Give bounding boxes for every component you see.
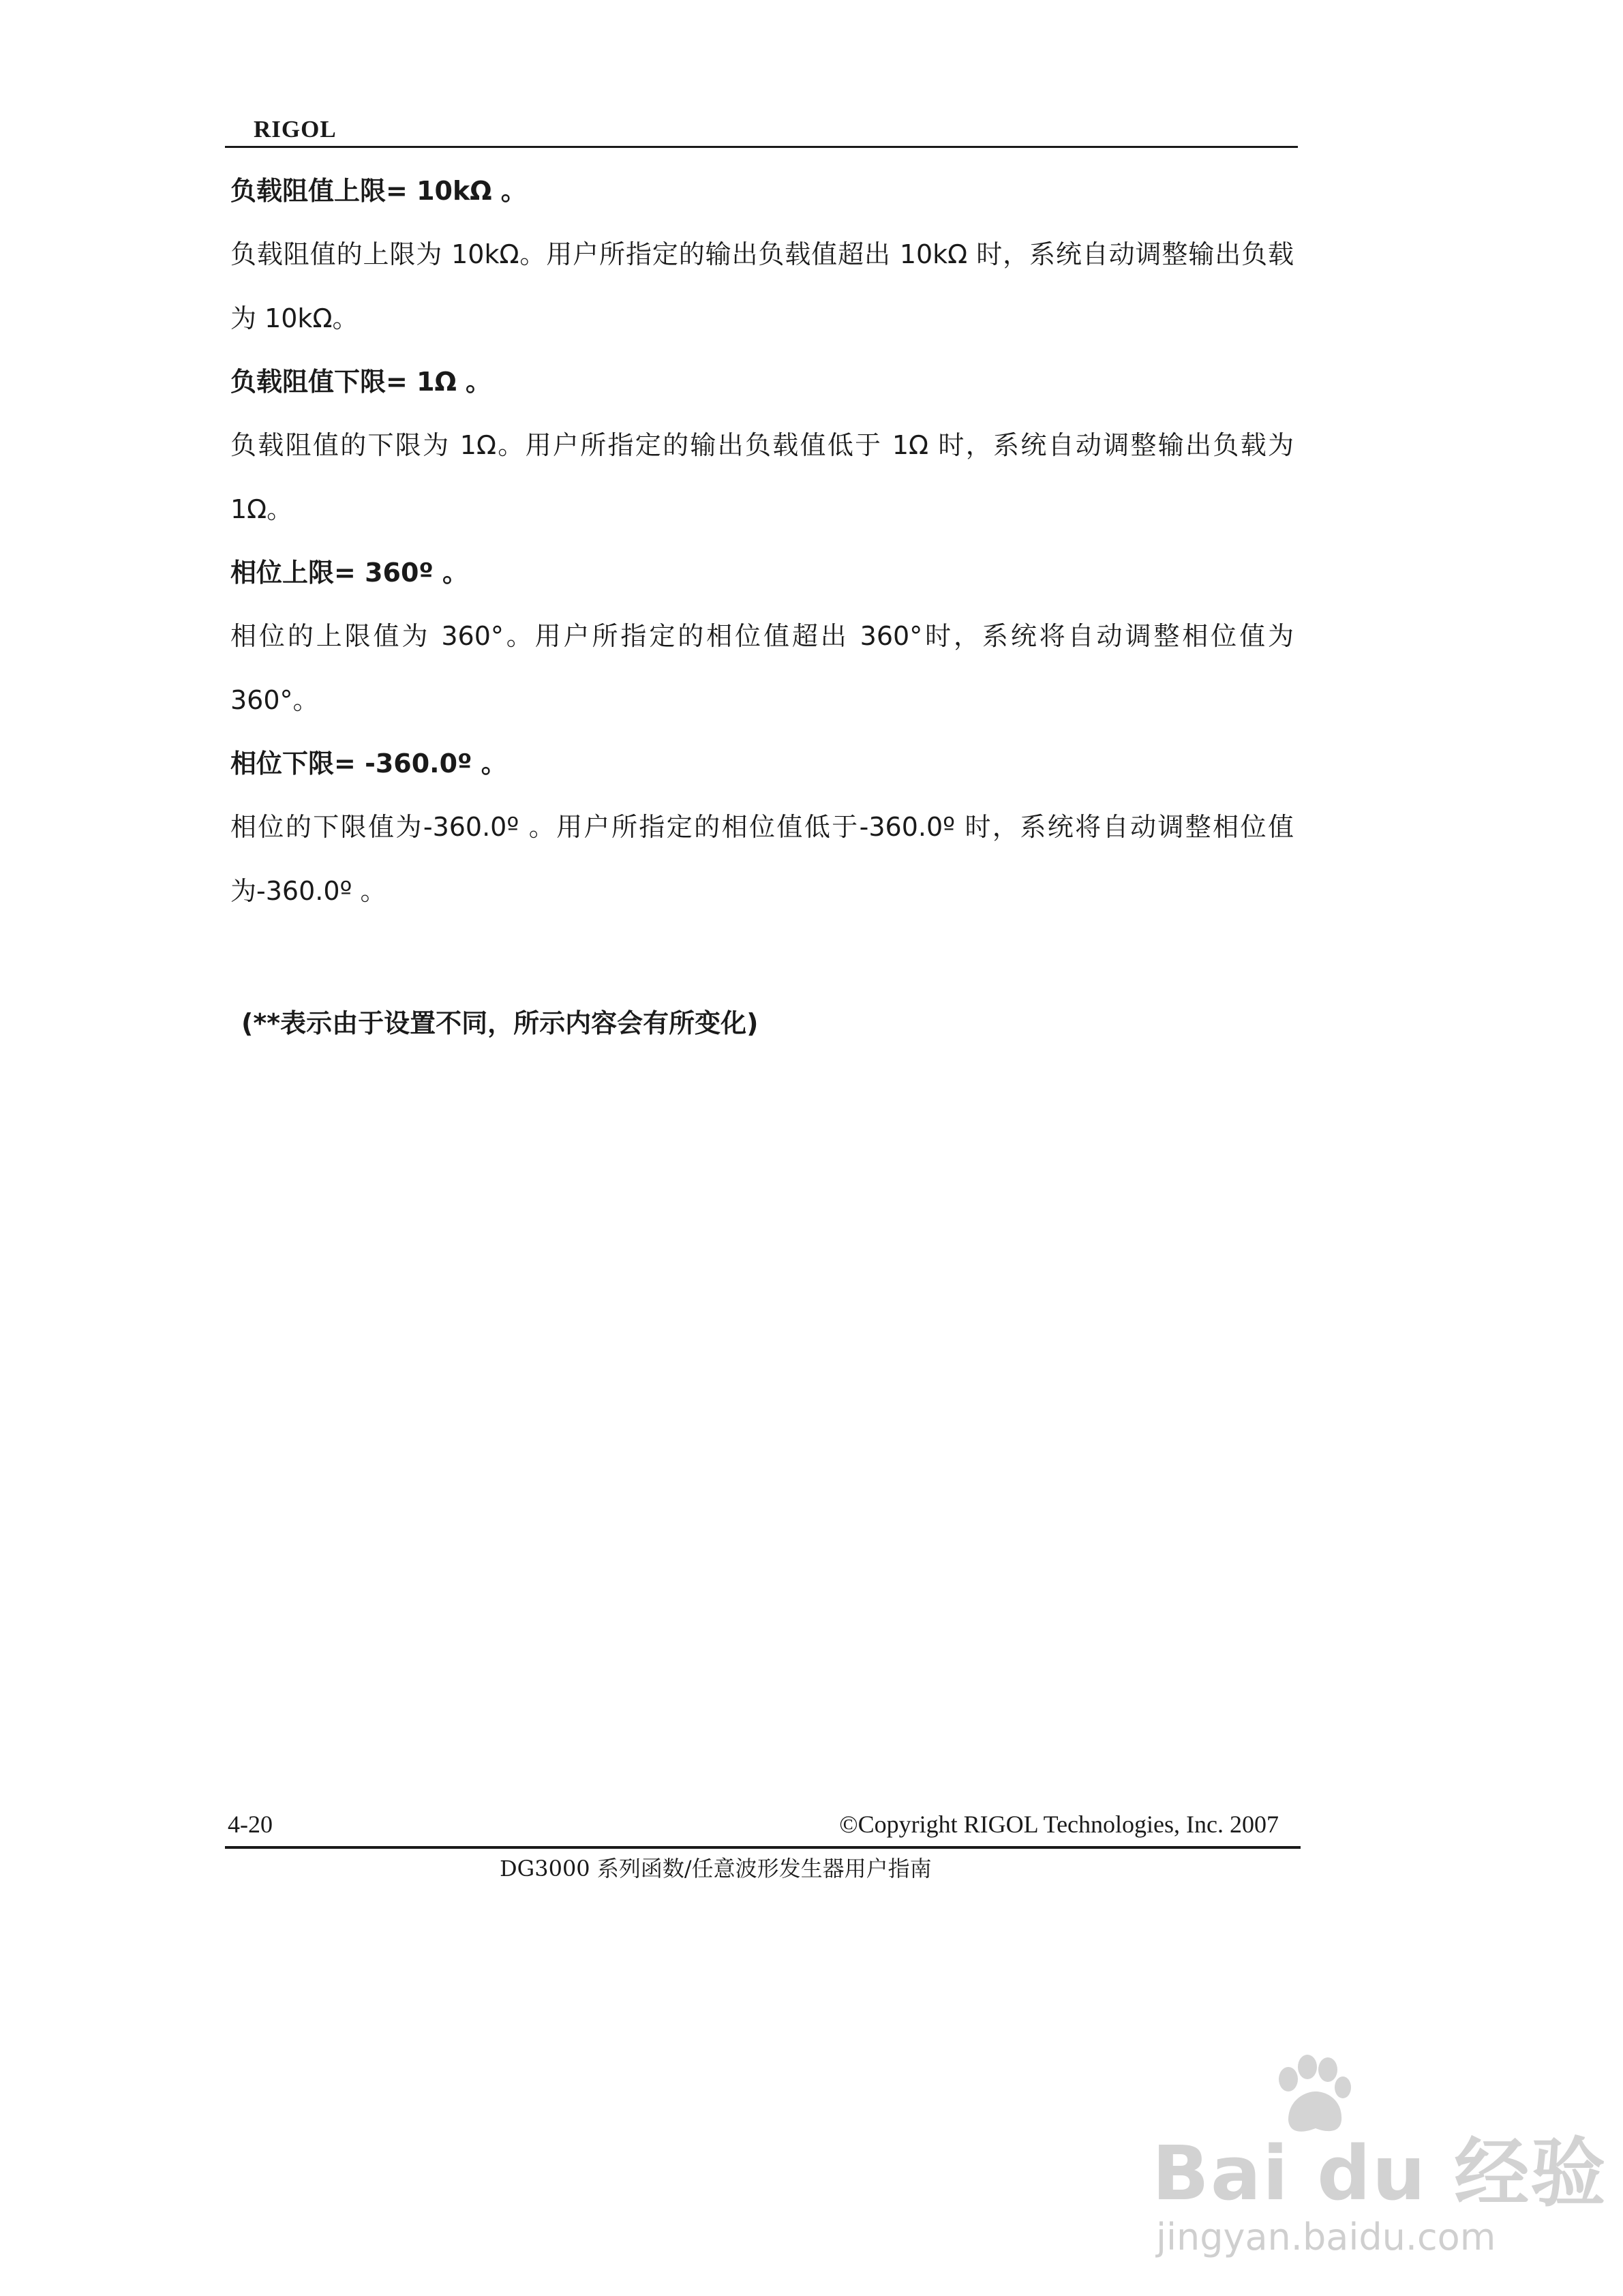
copyright-notice: ©Copyright RIGOL Technologies, Inc. 2007 xyxy=(839,1811,1279,1838)
section-description: 相位的下限值为-360.0º 。用户所指定的相位值低于-360.0º 时，系统将自动调整相位值为-360.0º 。 xyxy=(230,812,1294,906)
page-number: 4-20 xyxy=(228,1811,273,1838)
manual-title: DG3000 系列函数/任意波形发生器用户指南 xyxy=(500,1856,932,1882)
baidu-jingyan-watermark xyxy=(1152,2052,1607,2270)
spec-content xyxy=(230,169,1294,933)
footnote: (**表示由于设置不同，所示内容会有所变化) xyxy=(241,1008,759,1038)
section-term: 负载阻值下限= 1Ω 。 xyxy=(230,367,492,397)
header-divider xyxy=(225,146,1298,148)
section-term: 负载阻值上限= 10kΩ 。 xyxy=(230,176,527,206)
section-description: 负载阻值的下限为 1Ω。用户所指定的输出负载值低于 1Ω 时，系统自动调整输出负载为 1Ω。 xyxy=(230,430,1294,524)
brand-logo-text: RIGOL xyxy=(254,116,337,142)
section-term: 相位上限= 360º 。 xyxy=(230,558,469,588)
section-term: 相位下限= -360.0º 。 xyxy=(230,749,507,779)
section-description: 相位的上限值为 360°。用户所指定的相位值超出 360°时，系统将自动调整相位值为 360°。 xyxy=(230,621,1294,715)
watermark-url: jingyan.baidu.com xyxy=(1156,2216,1496,2259)
footer-divider xyxy=(225,1846,1301,1849)
section-description: 负载阻值的上限为 10kΩ。用户所指定的输出负载值超出 10kΩ 时，系统自动调整输出负载为 10kΩ。 xyxy=(230,239,1294,333)
watermark-logo-text: Bai du 经验 xyxy=(1152,2130,1607,2217)
